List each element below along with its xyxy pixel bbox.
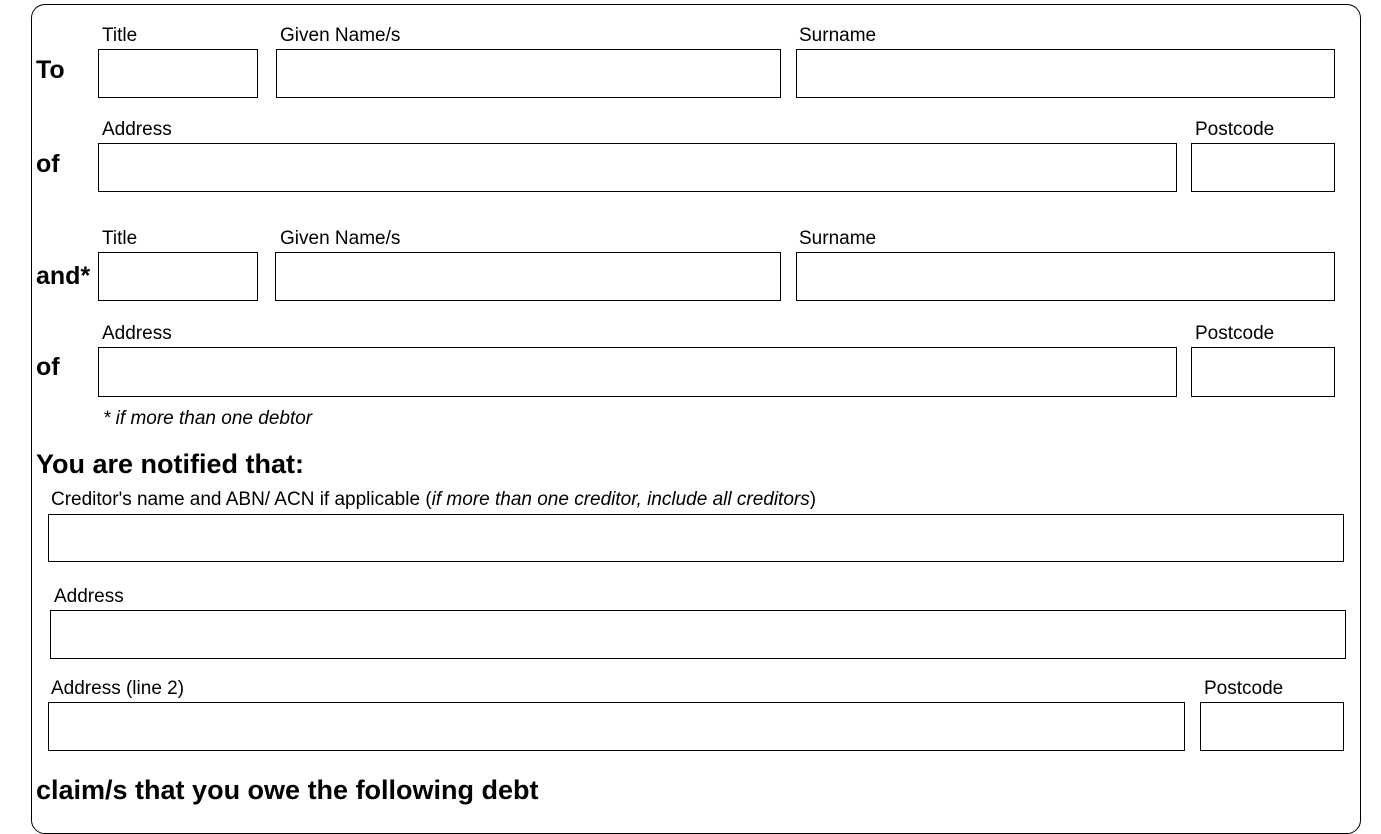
creditor-address-input[interactable] — [50, 610, 1346, 659]
debtor-note: * if more than one debtor — [103, 408, 313, 429]
of-label: of — [36, 353, 60, 381]
debtor1-surname-input[interactable] — [796, 49, 1335, 98]
notified-heading: You are notified that: — [36, 449, 304, 479]
creditor-postcode-input[interactable] — [1200, 702, 1344, 751]
address-label: Address — [102, 119, 172, 140]
debtor1-title-input[interactable] — [98, 49, 258, 98]
surname-label: Surname — [799, 25, 877, 46]
creditor-postcode-label: Postcode — [1204, 678, 1284, 699]
creditor-address2-label: Address (line 2) — [51, 678, 185, 699]
creditor-name-label: Creditor's name and ABN/ ACN if applicable (if more than one creditor, include all creditors) — [51, 489, 817, 510]
title-label: Title — [102, 25, 138, 46]
claim-heading: claim/s that you owe the following debt — [36, 775, 539, 805]
surname-label: Surname — [799, 228, 877, 249]
and-label: and* — [36, 262, 91, 290]
creditor-name-input[interactable] — [48, 514, 1344, 562]
title-label: Title — [102, 228, 138, 249]
given-name-label: Given Name/s — [280, 25, 401, 46]
postcode-label: Postcode — [1195, 119, 1275, 140]
to-label: To — [36, 56, 65, 84]
debtor1-address-input[interactable] — [98, 143, 1177, 192]
debtor2-title-input[interactable] — [98, 252, 258, 301]
debtor1-given-name-input[interactable] — [276, 49, 781, 98]
debtor2-given-name-input[interactable] — [275, 252, 781, 301]
address-label: Address — [102, 323, 172, 344]
given-name-label: Given Name/s — [280, 228, 401, 249]
creditor-address-label: Address — [54, 586, 124, 607]
debtor1-postcode-input[interactable] — [1191, 143, 1335, 192]
postcode-label: Postcode — [1195, 323, 1275, 344]
creditor-address2-input[interactable] — [48, 702, 1185, 751]
debtor2-postcode-input[interactable] — [1191, 347, 1335, 397]
debtor2-surname-input[interactable] — [796, 252, 1335, 301]
of-label: of — [36, 150, 60, 178]
debtor2-address-input[interactable] — [98, 347, 1177, 397]
